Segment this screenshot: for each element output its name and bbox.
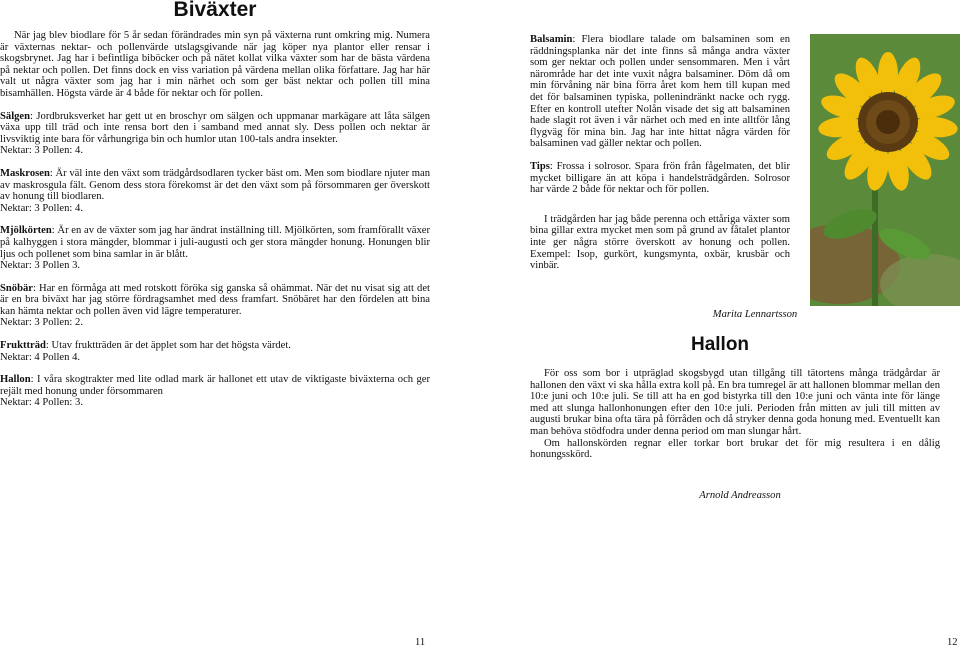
sunflower-icon [810, 34, 960, 306]
page-number: 11 [415, 637, 426, 648]
left-column [0, 30, 430, 420]
hallon-paragraph: För oss som bor i utpräglad skogsbygd utan tillgång till tätortens många trädgårdar är hallonen den växt vi ska hålla extra koll på. En bra tumregel är att hallonen blommar mellan den 10:e juni och 10:e juli. Se till att ha en god bistyrka till den 10:e juni och vänta inte för länge med att slunga hallonhonungen efter den 10:e juli. Perioden från mitten av juli till mitten av augusti brukar bina ofta tära på förråden och då stryker denna goda honung med. Eventuellt kan man behöva stödfodra under denna period om man slungar hårt. [530, 368, 940, 437]
plant-paragraph-maskrosen: Maskrosen: Är väl inte den växt som trädgårdsodlaren tycker bäst om. Men som biodlare njuter man av maskrosgula fält. Genom dess stora förekomst är det den växt som på försommaren ger överskott av honung till biodlaren. Nektar: 3 Pollen: 4. [0, 167, 430, 214]
sunflower-photo [810, 34, 960, 306]
right-page [480, 0, 960, 649]
tips-paragraph: Tips: Frossa i solrosor. Spara frön från fågelmaten, det blir mycket billigare än att köpa i handelsträdgården. Solrosor har värde 2 både för nektar och för pollen. [530, 160, 790, 196]
plant-paragraph-mjolkorten: Mjölkörten: Är en av de växter som jag har ändrat inställning till. Mjölkörten, som framförallt växer på kalhyggen i stora mängder, blommar i juli-augusti och ger stora mängder honung. Honungen blir ljus och pollenet som bina samlar in är blått. Nektar: 3 Pollen 3. [0, 225, 430, 272]
author-signature: Marita Lennartsson [712, 309, 798, 320]
section-title-hallon: Hallon [690, 334, 750, 355]
plant-paragraph-fruktrad: Fruktträd: Utav fruktträden är det äpplet som har det högsta värdet. Nektar: 4 Pollen 4. [0, 340, 291, 363]
author-signature: Arnold Andreasson [699, 490, 781, 501]
balsamin-paragraph: Balsamin: Flera biodlare talade om balsaminen som en räddningsplanka när det inte finns så många andra växter som ger nektar och pollen under sensommaren. Men i vårt närområde har det inte vuxit några balsaminer. Döm då om min förvåning när bina förra året kom hem till kupan med det för balsaminen typiska, pollenindränkt nacke och rygg. Efter en kontroll utefter Nolån visade det sig att balsaminen hade slagit rot även i vår närhet och med en inte alltför lång flygväg för mina bin. Jag har inte hittat några värden för balsaminen vad gäller nektar och pollen. [530, 34, 790, 150]
hallon-paragraph-2: Om hallonskörden regnar eller torkar bort brukar det för mig resultera i en dålig honungsskörd. [530, 437, 940, 461]
plant-paragraph-salgen: Sälgen: Jordbruksverket har gett ut en broschyr om sälgen och uppmanar markägare att låta sälgen växa upp till träd och inte rensa bort den i samband med annat sly. Dess pollen och nektar är livsviktig inte bara för vårhungriga bin och humlor utan 100-tals andra insekter. Nektar: 3 Pollen: 4. [0, 110, 430, 157]
perennials-paragraph: I trädgården har jag både perenna och ettåriga växter som bina gillar extra mycket men som på grund av fåtalet plantor inte ger några större överskott av honung och pollen. Exempel: Isop, gurkört, kungsmynta, oxbär, krusbär och vinbär. [530, 213, 790, 272]
intro-paragraph: När jag blev biodlare för 5 år sedan förändrades min syn på växterna runt omkring mig. Numera är växternas nektar- och pollenvärde utslagsgivande när jag köper nya plantor eller rensar i skogsbrynet. Jag har i befintliga biböcker och på nätet kollat vilka växter som har de bästa värdena på nektar och pollen. Det finns dock en viss variation på värdena mellan olika författare. Jag har här valt ut några växter som jag har i min närhet och som ger bäst nektar och pollen till mina bisamhällen. Högsta värde är 4 både för nektar och för pollen. [0, 30, 430, 99]
plant-paragraph-hallon: Hallon: I våra skogtrakter med lite odlad mark är hallonet ett utav de viktigaste biväxterna och ger rejält med honung under försommaren Nektar: 4 Pollen: 3. [0, 374, 430, 409]
plant-paragraph-snobar: Snöbär: Har en förmåga att med rotskott föröka sig ganska så ohämmat. När det nu visat sig att det är en bra biväxt har jag större fördragsamhet med dess framfart. Snöbäret har den fördelen att bina kan hämta nektar och pollen även vid lägre temperaturer. Nektar: 3 Pollen: 2. [0, 282, 430, 329]
right-top-column [530, 34, 790, 283]
page-number: 12 [947, 637, 958, 648]
page-title: Biväxter [173, 0, 257, 21]
